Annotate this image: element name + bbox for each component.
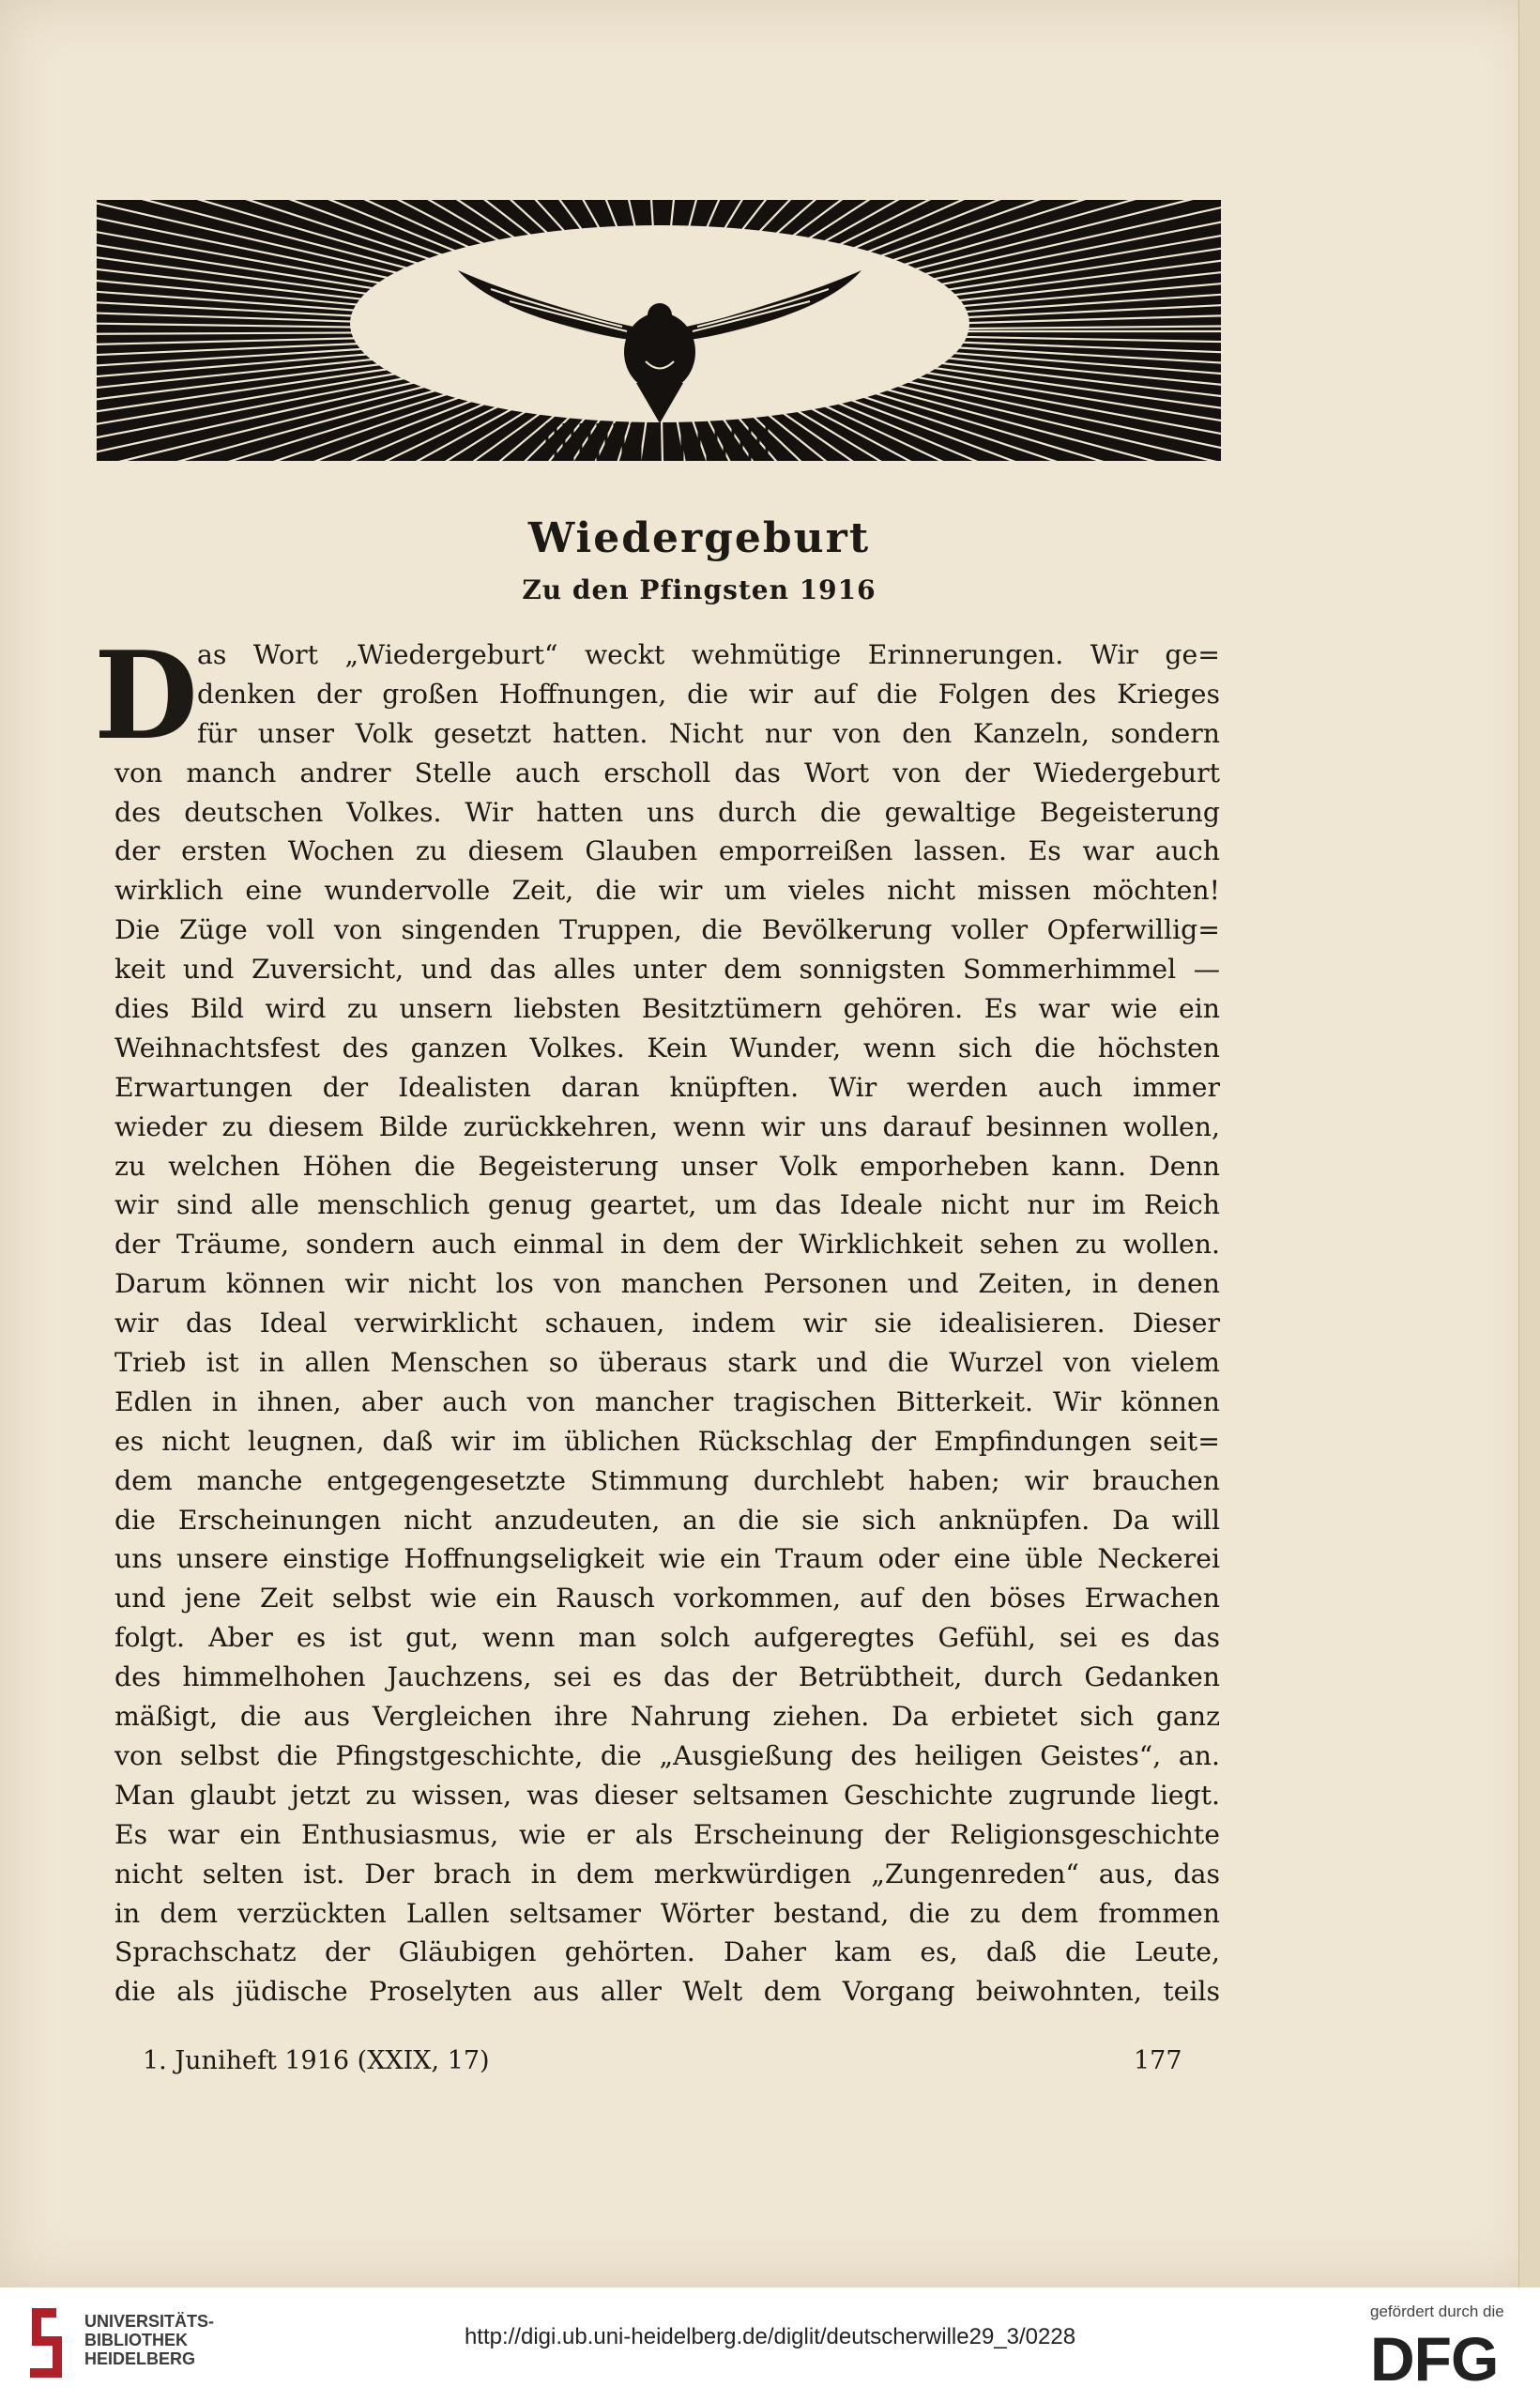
funding-label: gefördert durch die: [1370, 2303, 1504, 2320]
body-text-line: dies Bild wird zu unsern liebsten Besitztümern gehören. Es war wie ein: [114, 993, 1220, 1025]
source-url-link[interactable]: http://digi.ub.uni-heidelberg.de/diglit/deutscherwille29_3/0228: [464, 2324, 1076, 2349]
body-text-line: der Träume, sondern auch einmal in dem der Wirklichkeit sehen zu wollen.: [114, 1229, 1220, 1261]
body-text-line: Darum können wir nicht los von manchen Personen und Zeiten, in denen: [114, 1268, 1220, 1300]
body-text-line: es nicht leugnen, daß wir im üblichen Rückschlag der Empfindungen seit=: [114, 1425, 1220, 1457]
body-text-line: dem manche entgegengesetzte Stimmung durchlebt haben; wir brauchen: [114, 1464, 1220, 1496]
body-text-line: des himmelhohen Jauchzens, sei es das der Betrübtheit, durch Gedanken: [114, 1661, 1220, 1693]
body-text-line: wirklich eine wundervolle Zeit, die wir um vieles nicht missen möchten!: [114, 875, 1220, 907]
article-subtitle: Zu den Pfingsten 1916: [522, 574, 877, 605]
body-text-line: Erwartungen der Idealisten daran knüpften. Wir werden auch immer: [114, 1071, 1220, 1103]
body-text-line: und jene Zeit selbst wie ein Rausch vorkommen, auf den böses Erwachen: [114, 1583, 1220, 1614]
body-text-line: folgt. Aber es ist gut, wenn man solch aufgeregtes Gefühl, sei es das: [114, 1622, 1220, 1654]
body-text-line: zu welchen Höhen die Begeisterung unser Volk emporheben kann. Denn: [114, 1150, 1220, 1182]
body-text-line: wir sind alle menschlich genug geartet, um das Ideale nicht nur im Reich: [114, 1189, 1220, 1221]
body-text-line: von manch andrer Stelle auch erscholl das Wort von der Wiedergeburt: [114, 757, 1220, 788]
body-text-line: die als jüdische Proselyten aus aller Welt dem Vorgang beiwohnten, teils: [114, 1976, 1220, 2008]
body-text-line: denken der großen Hoffnungen, die wir auf die Folgen des Krieges: [197, 678, 1220, 710]
library-name-line: BIBLIOTHEK: [84, 2331, 188, 2349]
body-text-line: Man glaubt jetzt zu wissen, was dieser seltsamen Geschichte zugrunde liegt.: [114, 1779, 1220, 1811]
library-name-line: HEIDELBERG: [84, 2349, 196, 2368]
body-text-line: von selbst die Pfingstgeschichte, die „Ausgießung des heiligen Geistes“, an.: [114, 1739, 1220, 1771]
body-text-line: as Wort „Wiedergeburt“ weckt wehmütige Erinnerungen. Wir ge=: [197, 639, 1220, 670]
article-title: Wiedergeburt: [527, 514, 871, 562]
issue-reference: 1. Juniheft 1916 (XXIX, 17): [143, 2046, 490, 2075]
body-text-line: in dem verzückten Lallen seltsamer Wörter bestand, die zu dem frommen: [114, 1897, 1220, 1929]
body-text-line: Edlen in ihnen, aber auch von mancher tragischen Bitterkeit. Wir können: [114, 1385, 1220, 1417]
body-text-line: mäßigt, die aus Vergleichen ihre Nahrung ziehen. Da erbietet sich ganz: [114, 1701, 1220, 1733]
body-text-line: für unser Volk gesetzt hatten. Nicht nur von den Kanzeln, sondern: [197, 717, 1220, 749]
body-text-line: die Erscheinungen nicht anzudeuten, an die sie sich anknüpfen. Da will: [114, 1504, 1220, 1536]
article-body: [114, 635, 1220, 2012]
library-name-line: UNIVERSITÄTS-: [84, 2312, 215, 2331]
body-text-line: wir das Ideal verwirklicht schauen, indem wir sie idealisieren. Dieser: [114, 1308, 1220, 1339]
body-text-line: Sprachschatz der Gläubigen gehörten. Daher kam es, daß die Leute,: [114, 1936, 1220, 1968]
page-edge: [1518, 0, 1540, 2287]
dfg-logo: DFG: [1370, 2324, 1499, 2394]
drop-cap-initial: D: [94, 626, 198, 767]
body-text-line: der ersten Wochen zu diesem Glauben emporreißen lassen. Es war auch: [114, 835, 1220, 867]
body-text-line: Trieb ist in allen Menschen so überaus stark und die Wurzel von vielem: [114, 1347, 1220, 1379]
body-text-line: nicht selten ist. Der brach in dem merkwürdigen „Zungenreden“ aus, das: [114, 1858, 1220, 1889]
dove-woodcut-illustration: [97, 200, 1221, 461]
page-number: 177: [1134, 2046, 1182, 2075]
body-text-line: Weihnachtsfest des ganzen Volkes. Kein Wunder, wenn sich die höchsten: [114, 1032, 1220, 1063]
body-text-line: uns unsere einstige Hoffnungseligkeit wie ein Traum oder eine üble Neckerei: [114, 1543, 1220, 1575]
body-text-line: keit und Zuversicht, und das alles unter dem sonnigsten Sommerhimmel —: [114, 954, 1220, 986]
body-text-line: Es war ein Enthusiasmus, wie er als Erscheinung der Religionsgeschichte: [114, 1818, 1220, 1850]
body-text-line: wieder zu diesem Bilde zurückkehren, wenn wir uns darauf besinnen wollen,: [114, 1110, 1220, 1142]
body-text-line: Die Züge voll von singenden Truppen, die Bevölkerung voller Opferwillig=: [114, 914, 1220, 946]
body-text-line: des deutschen Volkes. Wir hatten uns durch die gewaltige Begeisterung: [114, 796, 1220, 828]
